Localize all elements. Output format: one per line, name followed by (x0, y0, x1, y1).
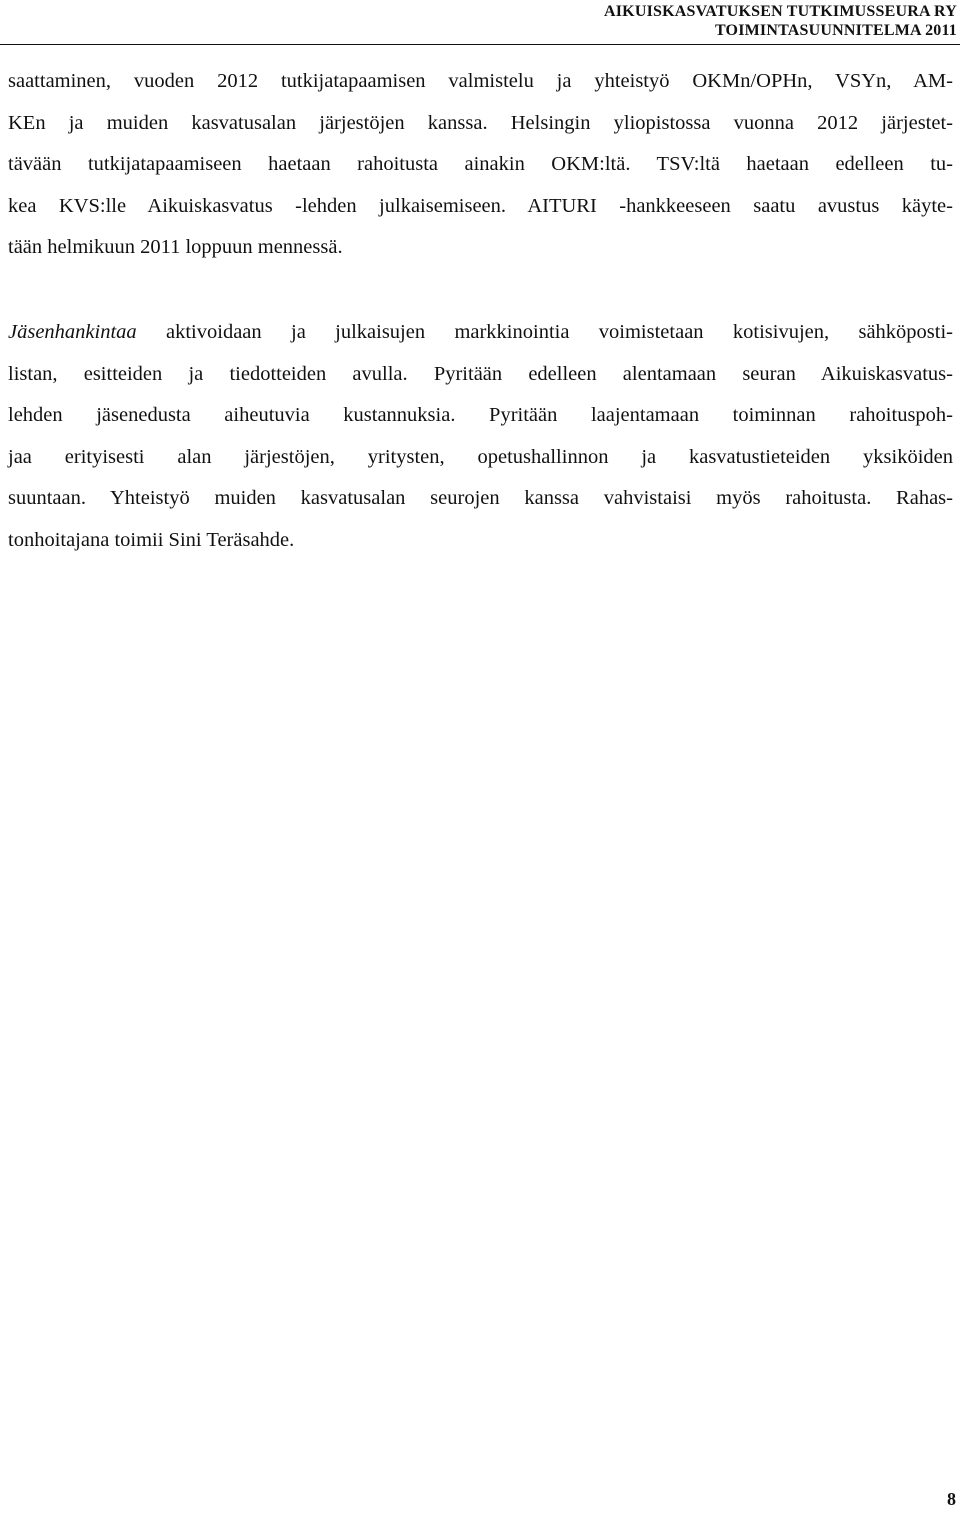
paragraph-funding (8, 61, 953, 269)
paragraph-line: listan, esitteiden ja tiedotteiden avulla. Pyritään edelleen alentamaan seuran Aikuiskasvatus- (8, 362, 953, 385)
header-organization: AIKUISKASVATUKSEN TUTKIMUSSEURA RY (604, 3, 957, 20)
paragraph-line: tonhoitajana toimii Sini Teräsahde. (8, 528, 295, 551)
header-document-title: TOIMINTASUUNNITELMA 2011 (714, 22, 957, 39)
paragraph-line: tävään tutkijatapaamiseen haetaan rahoitusta ainakin OKM:ltä. TSV:ltä haetaan edelleen tu- (8, 153, 953, 176)
paragraph-line: suuntaan. Yhteistyö muiden kasvatusalan seurojen kanssa vahvistaisi myös rahoitusta. Rahas- (8, 487, 953, 510)
paragraph-line (8, 312, 953, 354)
paragraph-line: jaa erityisesti alan järjestöjen, yritysten, opetushallinnon ja kasvatustieteiden yksiköiden (8, 445, 953, 468)
italic-term: Jäsenhankintaa (8, 321, 137, 343)
page-number: 8 (947, 1489, 956, 1509)
paragraph-line: saattaminen, vuoden 2012 tutkijatapaamisen valmistelu ja yhteistyö OKMn/OPHn, VSYn, AM- (8, 70, 953, 92)
document-header (604, 2, 957, 40)
paragraph-line: tään helmikuun 2011 loppuun mennessä. (8, 236, 343, 259)
header-divider (0, 44, 960, 45)
paragraph-membership (8, 312, 953, 562)
paragraph-line: KEn ja muiden kasvatusalan järjestöjen kanssa. Helsingin yliopistossa vuonna 2012 järjestet- (8, 111, 953, 134)
line-rest: aktivoidaan ja julkaisujen markkinointia voimistetaan kotisivujen, sähköposti- (136, 321, 953, 343)
paragraph-line: kea KVS:lle Aikuiskasvatus -lehden julkaisemiseen. AITURI -hankkeeseen saatu avustus käyte- (8, 194, 953, 217)
paragraph-line: lehden jäsenedusta aiheutuvia kustannuksia. Pyritään laajentamaan toiminnan rahoituspoh- (8, 404, 953, 427)
